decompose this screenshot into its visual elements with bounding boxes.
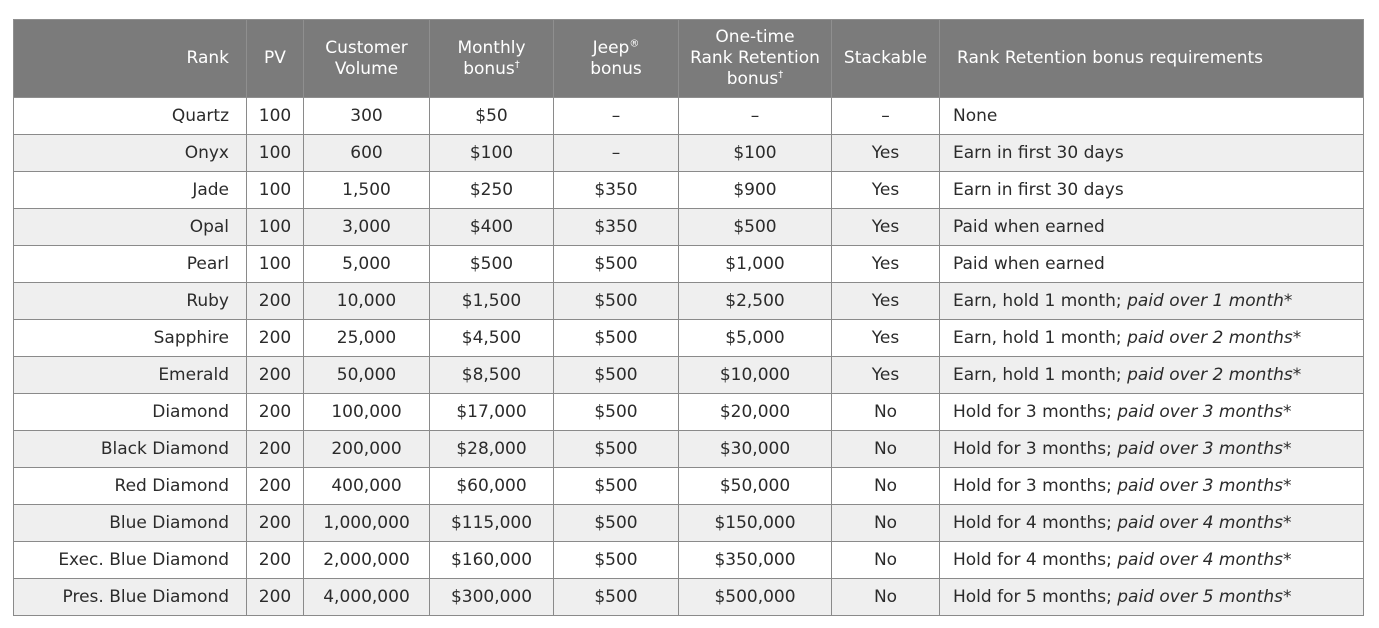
cell-rank: Jade (14, 172, 247, 209)
cell-retention-bonus: $10,000 (679, 357, 832, 394)
cell-customer-volume: 1,500 (304, 172, 430, 209)
cell-requirements (940, 579, 1364, 616)
cell-requirements (940, 172, 1364, 209)
cell-pv: 100 (247, 209, 304, 246)
cell-customer-volume: 5,000 (304, 246, 430, 283)
cell-requirements (940, 394, 1364, 431)
cell-monthly-bonus: $50 (430, 98, 554, 135)
cell-stackable: Yes (832, 246, 940, 283)
cell-pv: 200 (247, 357, 304, 394)
header-monthly-bonus (430, 20, 554, 98)
cell-customer-volume: 2,000,000 (304, 542, 430, 579)
cell-retention-bonus: $20,000 (679, 394, 832, 431)
header-retention-bonus (679, 20, 832, 98)
cell-pv: 100 (247, 246, 304, 283)
table-row (14, 135, 1364, 172)
cell-rank: Black Diamond (14, 431, 247, 468)
header-monthly-bonus-line2 (430, 59, 553, 80)
cell-retention-bonus: $500 (679, 209, 832, 246)
requirement-text: Hold for 3 months; (953, 438, 1118, 459)
cell-rank: Diamond (14, 394, 247, 431)
header-monthly-bonus-word: bonus (463, 58, 515, 79)
cell-rank: Onyx (14, 135, 247, 172)
cell-stackable: Yes (832, 135, 940, 172)
cell-pv: 200 (247, 579, 304, 616)
cell-customer-volume: 300 (304, 98, 430, 135)
cell-stackable: No (832, 431, 940, 468)
cell-customer-volume: 50,000 (304, 357, 430, 394)
requirement-text: Hold for 3 months; (953, 475, 1118, 496)
cell-requirements (940, 431, 1364, 468)
cell-pv: 100 (247, 98, 304, 135)
cell-monthly-bonus: $100 (430, 135, 554, 172)
header-retention-line1: One-time (715, 27, 795, 47)
cell-retention-bonus: $900 (679, 172, 832, 209)
registered-mark: ® (629, 37, 640, 49)
table-body (14, 98, 1364, 616)
cell-jeep-bonus: $500 (554, 505, 679, 542)
cell-pv: 100 (247, 135, 304, 172)
requirement-payout-text: paid over 5 months* (1117, 586, 1292, 607)
cell-stackable: No (832, 579, 940, 616)
cell-customer-volume: 100,000 (304, 394, 430, 431)
requirement-text: Earn in first 30 days (953, 142, 1124, 163)
cell-retention-bonus: $5,000 (679, 320, 832, 357)
cell-stackable: Yes (832, 357, 940, 394)
cell-retention-bonus: $500,000 (679, 579, 832, 616)
cell-pv: 200 (247, 394, 304, 431)
rank-bonus-table-container (13, 19, 1363, 616)
cell-requirements (940, 98, 1364, 135)
cell-rank: Pearl (14, 246, 247, 283)
table-row (14, 357, 1364, 394)
cell-retention-bonus: $2,500 (679, 283, 832, 320)
requirement-payout-text: paid over 3 months* (1117, 438, 1292, 459)
cell-customer-volume: 400,000 (304, 468, 430, 505)
cell-retention-bonus: $30,000 (679, 431, 832, 468)
cell-customer-volume: 25,000 (304, 320, 430, 357)
cell-requirements (940, 542, 1364, 579)
table-row (14, 283, 1364, 320)
cell-monthly-bonus: $250 (430, 172, 554, 209)
cell-monthly-bonus: $17,000 (430, 394, 554, 431)
requirement-payout-text: paid over 1 month* (1127, 290, 1293, 311)
cell-requirements (940, 283, 1364, 320)
cell-requirements (940, 357, 1364, 394)
cell-retention-bonus: $350,000 (679, 542, 832, 579)
table-row (14, 209, 1364, 246)
cell-requirements (940, 135, 1364, 172)
requirement-payout-text: paid over 4 months* (1117, 512, 1292, 533)
cell-jeep-bonus: – (554, 98, 679, 135)
cell-monthly-bonus: $60,000 (430, 468, 554, 505)
table-row (14, 246, 1364, 283)
requirement-text: Hold for 4 months; (953, 549, 1118, 570)
cell-rank: Blue Diamond (14, 505, 247, 542)
cell-pv: 200 (247, 431, 304, 468)
requirement-text: Paid when earned (953, 253, 1105, 274)
requirement-text: Earn, hold 1 month; (953, 364, 1128, 385)
cell-monthly-bonus: $300,000 (430, 579, 554, 616)
cell-monthly-bonus: $160,000 (430, 542, 554, 579)
table-row (14, 542, 1364, 579)
cell-requirements (940, 209, 1364, 246)
cell-monthly-bonus: $400 (430, 209, 554, 246)
header-customer-volume-line1: Customer (325, 37, 408, 58)
header-retention-word: bonus (726, 69, 779, 89)
table-row (14, 320, 1364, 357)
cell-stackable: Yes (832, 320, 940, 357)
cell-retention-bonus: $50,000 (679, 468, 832, 505)
cell-jeep-bonus: $500 (554, 394, 679, 431)
rank-bonus-table (13, 19, 1364, 616)
cell-rank: Exec. Blue Diamond (14, 542, 247, 579)
cell-requirements (940, 320, 1364, 357)
cell-monthly-bonus: $115,000 (430, 505, 554, 542)
cell-rank: Sapphire (14, 320, 247, 357)
cell-customer-volume: 3,000 (304, 209, 430, 246)
requirement-payout-text: paid over 3 months* (1117, 475, 1292, 496)
cell-requirements (940, 505, 1364, 542)
header-jeep-bonus (554, 20, 679, 98)
cell-rank: Pres. Blue Diamond (14, 579, 247, 616)
cell-stackable: No (832, 505, 940, 542)
cell-stackable: – (832, 98, 940, 135)
cell-monthly-bonus: $8,500 (430, 357, 554, 394)
cell-stackable: No (832, 468, 940, 505)
requirement-text: Hold for 5 months; (953, 586, 1118, 607)
header-jeep-bonus-line2: bonus (590, 58, 642, 79)
table-row (14, 394, 1364, 431)
cell-pv: 200 (247, 320, 304, 357)
header-jeep-bonus-line1 (554, 38, 678, 59)
cell-pv: 200 (247, 542, 304, 579)
header-row (14, 20, 1364, 98)
cell-jeep-bonus: $500 (554, 579, 679, 616)
dagger-mark: † (514, 58, 520, 70)
requirement-text: Earn, hold 1 month; (953, 290, 1128, 311)
requirement-text: None (953, 105, 998, 126)
cell-stackable: Yes (832, 209, 940, 246)
cell-rank: Red Diamond (14, 468, 247, 505)
header-retention-line3 (679, 69, 831, 90)
cell-rank: Quartz (14, 98, 247, 135)
header-monthly-bonus-line1: Monthly (457, 37, 526, 58)
cell-customer-volume: 4,000,000 (304, 579, 430, 616)
cell-jeep-bonus: $500 (554, 431, 679, 468)
cell-stackable: No (832, 394, 940, 431)
cell-pv: 100 (247, 172, 304, 209)
cell-jeep-bonus: $500 (554, 283, 679, 320)
header-pv: PV (247, 20, 304, 98)
cell-jeep-bonus: $500 (554, 357, 679, 394)
requirement-text: Hold for 4 months; (953, 512, 1118, 533)
cell-retention-bonus: $100 (679, 135, 832, 172)
cell-jeep-bonus: $500 (554, 542, 679, 579)
requirement-text: Hold for 3 months; (953, 401, 1118, 422)
header-stackable: Stackable (832, 20, 940, 98)
dagger-mark: † (778, 69, 784, 81)
table-row (14, 431, 1364, 468)
cell-retention-bonus: $150,000 (679, 505, 832, 542)
cell-rank: Emerald (14, 357, 247, 394)
cell-customer-volume: 1,000,000 (304, 505, 430, 542)
requirement-payout-text: paid over 4 months* (1117, 549, 1292, 570)
requirement-text: Earn, hold 1 month; (953, 327, 1128, 348)
requirement-payout-text: paid over 2 months* (1127, 327, 1302, 348)
cell-rank: Ruby (14, 283, 247, 320)
cell-monthly-bonus: $4,500 (430, 320, 554, 357)
cell-customer-volume: 600 (304, 135, 430, 172)
requirement-payout-text: paid over 3 months* (1117, 401, 1292, 422)
header-retention-line2: Rank Retention (690, 48, 820, 68)
cell-jeep-bonus: $350 (554, 172, 679, 209)
table-row (14, 468, 1364, 505)
header-customer-volume-line2: Volume (334, 58, 399, 79)
requirement-text: Earn in first 30 days (953, 179, 1124, 200)
cell-jeep-bonus: $500 (554, 246, 679, 283)
cell-jeep-bonus: $350 (554, 209, 679, 246)
cell-requirements (940, 246, 1364, 283)
header-jeep-word: Jeep (592, 37, 630, 58)
requirement-text: Paid when earned (953, 216, 1105, 237)
cell-stackable: Yes (832, 283, 940, 320)
cell-pv: 200 (247, 283, 304, 320)
cell-requirements (940, 468, 1364, 505)
table-row (14, 579, 1364, 616)
header-customer-volume (304, 20, 430, 98)
cell-pv: 200 (247, 505, 304, 542)
cell-rank: Opal (14, 209, 247, 246)
cell-stackable: Yes (832, 172, 940, 209)
cell-jeep-bonus: $500 (554, 320, 679, 357)
header-rank: Rank (14, 20, 247, 98)
cell-monthly-bonus: $1,500 (430, 283, 554, 320)
cell-customer-volume: 10,000 (304, 283, 430, 320)
table-row (14, 172, 1364, 209)
cell-monthly-bonus: $500 (430, 246, 554, 283)
cell-jeep-bonus: $500 (554, 468, 679, 505)
cell-retention-bonus: $1,000 (679, 246, 832, 283)
cell-retention-bonus: – (679, 98, 832, 135)
cell-customer-volume: 200,000 (304, 431, 430, 468)
cell-stackable: No (832, 542, 940, 579)
requirement-payout-text: paid over 2 months* (1127, 364, 1302, 385)
cell-monthly-bonus: $28,000 (430, 431, 554, 468)
header-requirements: Rank Retention bonus requirements (940, 20, 1364, 98)
table-row (14, 505, 1364, 542)
cell-jeep-bonus: – (554, 135, 679, 172)
table-row (14, 98, 1364, 135)
cell-pv: 200 (247, 468, 304, 505)
